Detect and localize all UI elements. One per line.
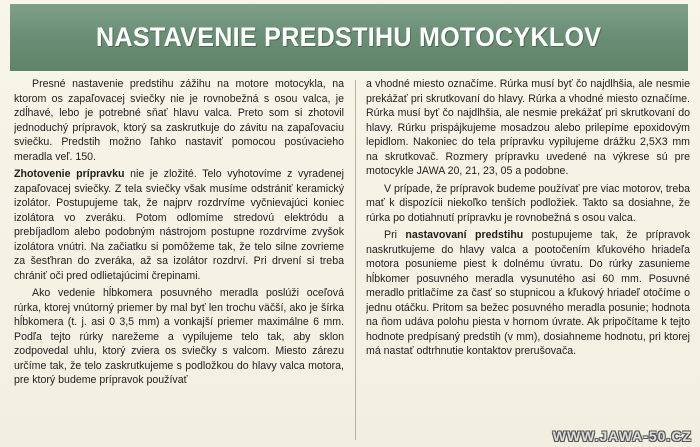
site-watermark: WWW.JAWA-50.CZ	[552, 428, 692, 444]
title-banner	[10, 4, 688, 71]
subheading-zhotovenie: Zhotovenie prípravku	[14, 168, 125, 180]
paragraph-zhotovenie-text: nie je zložité. Telo vyhotovíme z vyradenej zapaľovacej sviečky. Z tela sviečky však musíme odstrániť keramický izolátor. Postupujeme tak, že najprv rozdrvíme vyčnievajúci koniec izolátora vo zveráku. Potom odlomíme stredovú elektródu a prebíjadlom alebo podobným nástrojom postupne rozdrvíme zvyšok izolátora vnútri. Na začiatku si pomôžeme tak, že telo silne zovrieme za šesťhran do zveráka, až sa izolátor rozdrví. Pri drvení si treba chrániť oči pred odlietajúcimi črepinami.	[14, 168, 344, 282]
paragraph-zhotovenie	[14, 167, 344, 283]
paragraph-continued: a vhodné miesto označíme. Rúrka musí byť čo najdlhšia, ale nesmie prekážať pri skrutkovaní do hlavy. Rúrka a vhodné miesto označíme. Rúrka musí byť čo najdlhšia, ale nesmie prekážať pri skrutkovaní do hlavy. Rúrku prispájkujeme mosadzou alebo prilepíme epoxidovým lepidlom. Nakoniec do tela prípravku vypilujeme drážku 2,5X3 mm na skrutkovač. Rozmery prípravku uvedené na výkrese sú pre motocykle JAWA 20, 21, 23, 05 a podobne.	[366, 78, 690, 177]
paragraph-nastavovanie-text: postupujeme tak, že prípravok naskrutkujeme do hlavy valca a pootočením kľukového hriadeľa motora posunieme piest k dolnému úvratu. Do rúrky zasunieme hĺbkomer posuvného meradla vysunutého asi 60 mm. Posuvné meradlo pritlačíme za časť so stupnicou a kľukový hriadeľ otočíme o jednu otáčku. Pritom sa bežec posuvného meradla posunie; hodnota na ňom udáva polohu piesta v hornom úvrate. Ak pripočítame k tejto hodnote predpísaný predstih (v mm), dosiahneme hodnotu, pri ktorej má nastať odtrhnutie kontaktov prerušovača.	[366, 229, 690, 357]
article-title: NASTAVENIE PREDSTIHU MOTOCYKLOV	[96, 22, 602, 52]
left-column	[14, 77, 344, 443]
paragraph-nastavovanie	[366, 228, 690, 359]
right-column	[366, 77, 690, 443]
paragraph-intro: Presné nastavenie predstihu zážihu na motore motocykla, na ktorom os zapaľovacej sviečky nie je rovnobežná s osou valca, je zdĺhavé, lebo je potrebné sňať hlavu valca. Preto som si zhotovil jednoduchý prípravok, ktorý sa zaskrutkuje do závitu na zapaľovaciu sviečku. Predstih možno ľahko nastaviť pomocou posúvacieho meradla veľ. 150.	[14, 78, 344, 163]
subheading-nastavovanie: nastavovaní predstihu	[405, 229, 524, 241]
paragraph-podlozky: V prípade, že prípravok budeme používať pre viac motorov, treba mať k dispozícii niekoľko tenších podložiek. Takto sa dosiahne, že rúrka po dotiahnutí prípravku je rovnobežná s osou valca.	[366, 182, 690, 224]
paragraph-vedenie: Ako vedenie hĺbkomera posuvného meradla poslúži oceľová rúrka, ktorej vnútorný priemer by mal byť len trochu väčší, ako je šírka hĺbkomera (t. j. asi 0 3,5 mm) a vonkajší priemer maximálne 6 mm. Podľa tejto rúrky narežeme a vypilujeme telo tak, aby sklon zodpovedal uhlu, ktorý zviera os sviečky s valcom. Miesto zárezu určíme tak, že telo zaskrutkujeme s podložkou do hlavy valca motora, pre ktorý budeme prípravok používať	[14, 287, 344, 386]
column-divider	[355, 80, 356, 440]
paragraph-nastavovanie-lead: Pri	[384, 229, 406, 241]
